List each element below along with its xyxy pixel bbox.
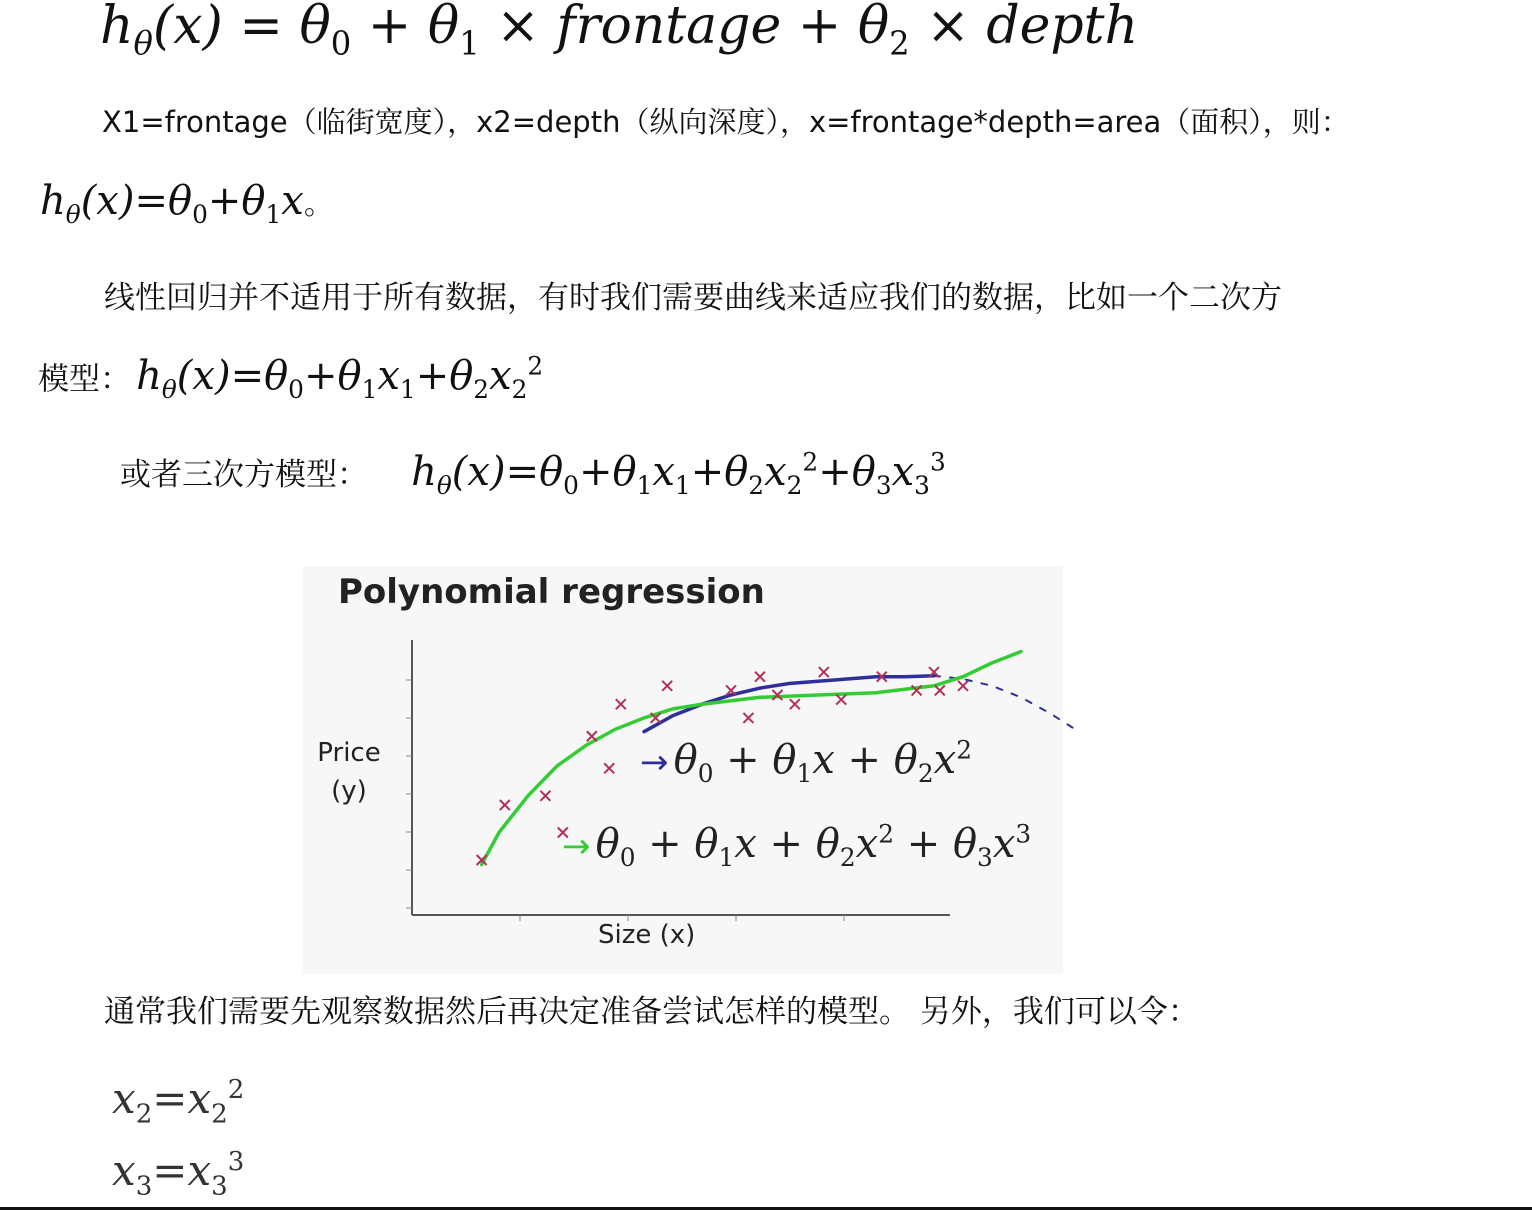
quadratic-formula: $h_\theta(x)=\theta_0+\theta_1x_1+\theta_2x_2^2$ bbox=[136, 352, 544, 405]
equation-hypothesis-frontage-depth: $h_\theta(x) = \theta_0 + \theta_1$ × frontage + $\theta_2$ × depth bbox=[100, 0, 1139, 63]
data-point bbox=[819, 667, 829, 677]
data-point bbox=[743, 713, 753, 723]
data-point bbox=[587, 731, 597, 741]
paragraph-observe-data: 通常我们需要先观察数据然后再决定准备尝试怎样的模型。 另外，我们可以令： bbox=[104, 994, 1199, 1030]
quadratic-prefix: 模型： bbox=[38, 361, 131, 398]
data-point bbox=[935, 685, 945, 695]
data-point bbox=[540, 791, 550, 801]
data-point bbox=[616, 699, 626, 709]
arrow-icon: → bbox=[562, 826, 591, 867]
x-axis-label: Size (x) bbox=[598, 920, 696, 950]
data-point bbox=[836, 695, 846, 705]
series-line-0 bbox=[644, 676, 934, 732]
arrow-icon: → bbox=[640, 742, 669, 783]
equation-x3-substitution: $x_3=x_3^3$ bbox=[112, 1146, 245, 1202]
data-point bbox=[958, 681, 968, 691]
cubic-formula: $h_\theta(x)=\theta_0+\theta_1x_1+\theta_2x_2^2+\theta_3x_3^3$ bbox=[411, 448, 946, 501]
chart-title: Polynomial regression bbox=[338, 572, 765, 612]
data-point bbox=[500, 800, 510, 810]
legend-cubic-label: $\theta_0 + \theta_1x + \theta_2x^2 + \theta_3x^3$ bbox=[595, 820, 1032, 873]
data-point bbox=[755, 672, 765, 682]
cubic-prefix: 或者三次方模型： bbox=[120, 457, 368, 494]
equation-hypothesis-area: $h_\theta(x)=\theta_0+\theta_1x$。 bbox=[40, 178, 334, 229]
data-point bbox=[790, 699, 800, 709]
definition-line: X1=frontage（临街宽度），x2=depth（纵向深度），x=frontage*depth=area（面积），则： bbox=[102, 105, 1350, 139]
legend-cubic bbox=[562, 820, 1031, 872]
data-point bbox=[604, 763, 614, 773]
y-axis-label: Price (y) bbox=[317, 738, 381, 806]
legend-quadratic bbox=[640, 736, 972, 788]
equation-x2-substitution: $x_2=x_2^2$ bbox=[112, 1074, 245, 1130]
legend-quadratic-label: $\theta_0 + \theta_1x + \theta_2x^2$ bbox=[673, 736, 972, 789]
data-point bbox=[662, 681, 672, 691]
paragraph-polynomial-intro: 线性回归并不适用于所有数据，有时我们需要曲线来适应我们的数据，比如一个二次方 bbox=[104, 280, 1282, 316]
series-line-1 bbox=[934, 676, 1079, 732]
